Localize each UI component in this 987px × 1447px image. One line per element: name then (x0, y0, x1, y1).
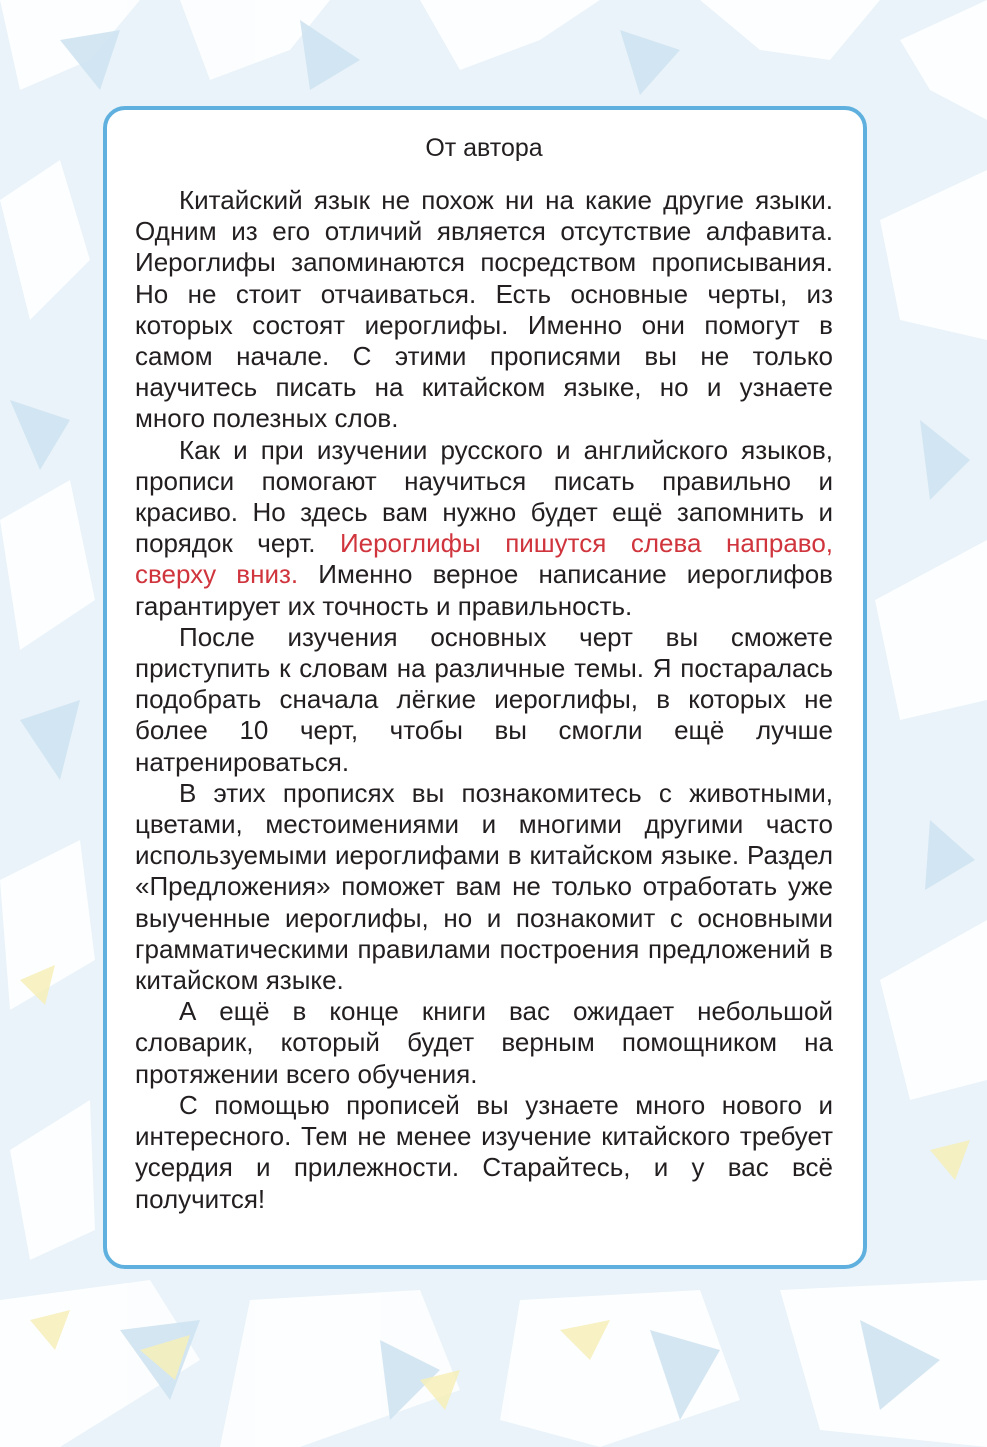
paragraph-6: С помощью прописей вы узнаете много нового и интересного. Тем не менее изучение китайского требует усердия и прилежности. Старайтесь, и у вас всё получится! (135, 1089, 833, 1214)
paragraph-2-text-before: Как и при изучении русского и английского языков, прописи помогают научиться писать правильно и красиво. Но здесь вам нужно будет ещё запомнить и порядок черт. (135, 434, 833, 559)
paragraph-2-text-after: Именно верное написание иероглифов гарантирует их точность и правильность. (135, 559, 833, 621)
page-title: От автора (425, 134, 543, 162)
paragraph-5: А ещё в конце книги вас ожидает небольшой словарик, который будет верным помощником на протяжении всего обучения. (135, 996, 833, 1089)
highlighted-rule: Иероглифы пишутся слева направо, сверху вниз. (135, 528, 834, 590)
paragraph-4: В этих прописях вы познакомитесь с животными, цветами, местоимениями и многими другими часто используемыми иероглифами в китайском языке. Раздел «Предложения» поможет вам не только отработать уже выученные иероглифы, но и познакомит с основными грамматическими правилами построения предложений в китайском языке. (135, 777, 833, 996)
paragraph-3: После изучения основных черт вы сможете приступить к словам на различные темы. Я постаралась подобрать сначала лёгкие иероглифы, в которых не более 10 черт, чтобы вы смогли ещё лучше натренироваться. (135, 621, 833, 777)
author-note-card (103, 106, 867, 1269)
paragraph-2 (135, 435, 833, 622)
paragraph-1: Китайский язык не похож ни на какие другие языки. Одним из его отличий является отсутствие алфавита. Иероглифы запоминаются посредством прописывания. Но не стоит отчаиваться. Есть основные черты, из которых состоят иероглифы. Именно они помогут в самом начале. С этими прописями вы не только научитесь писать на китайском языке, но и узнаете много полезных слов. (135, 185, 833, 434)
